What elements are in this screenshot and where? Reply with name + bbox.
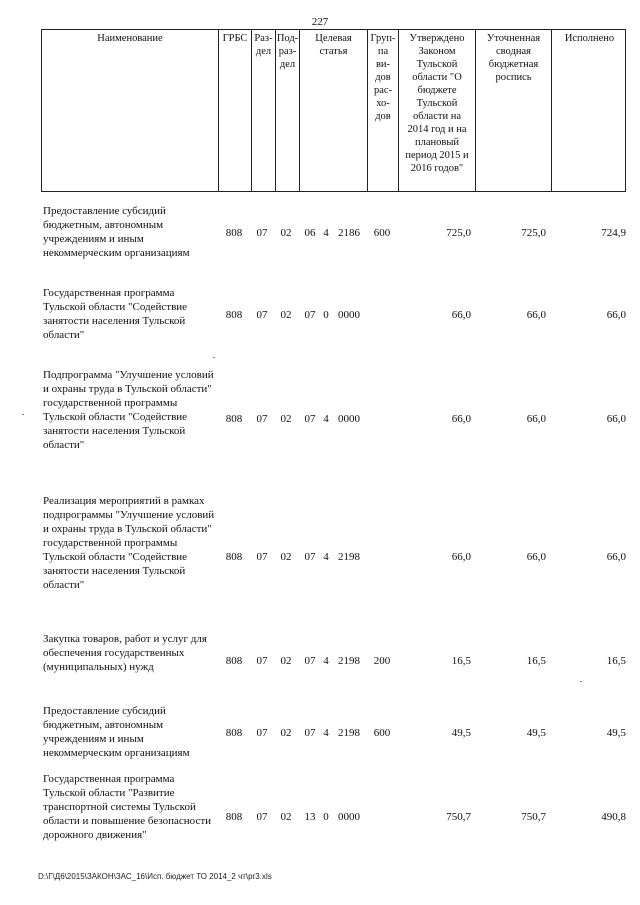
file-path-footer: D:\Г\Д6\2015\ЗАКОН\ЗАС_16\Исп. бюджет ТО 2014_2 чт\pr3.xls (38, 872, 272, 881)
header-ispolneno: Исполнено (551, 30, 627, 191)
row-utochnennaya: 725,0 (521, 227, 546, 239)
row-ispolneno: 490,8 (601, 811, 626, 823)
row-cs-subprogram: 4 (323, 227, 329, 239)
row-cs-direction: 0000 (338, 811, 360, 823)
row-podrazdel: 02 (280, 811, 292, 823)
row-grbs: 808 (225, 811, 243, 823)
row-name: Государственная программа Тульской области "Содействие занятости населения Тульской области" (43, 287, 188, 341)
row-utochnennaya: 750,7 (521, 811, 546, 823)
row-utverzhdeno: 66,0 (451, 551, 471, 563)
header-razdel: Раз- дел (251, 30, 275, 191)
row-grbs: 808 (225, 655, 243, 667)
scan-speck (580, 681, 582, 682)
row-grbs: 808 (225, 551, 243, 563)
row-ispolneno: 724,9 (601, 227, 626, 239)
row-cs-subprogram: 0 (323, 309, 329, 321)
row-podrazdel: 02 (280, 727, 292, 739)
row-podrazdel: 02 (280, 227, 292, 239)
row-cs-program: 07 (304, 655, 316, 667)
header-gruppa-vidov: Груп- па ви- дов рас- хо- дов (367, 30, 398, 191)
row-utochnennaya: 16,5 (526, 655, 546, 667)
header-celevaya-statya: Целевая статья (299, 30, 367, 191)
row-cs-program: 07 (304, 413, 316, 425)
row-podrazdel: 02 (280, 551, 292, 563)
row-cs-direction: 2198 (338, 551, 360, 563)
row-grbs: 808 (225, 727, 243, 739)
row-grbs: 808 (225, 413, 243, 425)
header-utverzhdeno: Утверждено Законом Тульской области "О бюджете Тульской области на 2014 год и на плановый период 2015 и 2016 годов" (398, 30, 475, 191)
table-header (41, 29, 626, 192)
row-utochnennaya: 66,0 (526, 309, 546, 321)
row-cs-subprogram: 4 (323, 727, 329, 739)
row-utverzhdeno: 66,0 (451, 413, 471, 425)
row-ispolneno: 49,5 (606, 727, 626, 739)
row-utverzhdeno: 66,0 (451, 309, 471, 321)
row-cs-subprogram: 4 (323, 551, 329, 563)
row-razdel: 07 (256, 227, 268, 239)
row-podrazdel: 02 (280, 309, 292, 321)
header-name: Наименование (97, 33, 163, 44)
row-grbs: 808 (225, 309, 243, 321)
row-podrazdel: 02 (280, 655, 292, 667)
row-cs-program: 07 (304, 309, 316, 321)
row-name: Подпрограмма "Улучшение условий и охраны труда в Тульской области" государственной программы Тульской области "Содействие занятости населения Тульской области" (43, 369, 214, 451)
row-utverzhdeno: 750,7 (446, 811, 471, 823)
scan-speck (213, 357, 215, 358)
row-ispolneno: 16,5 (606, 655, 626, 667)
row-cs-subprogram: 0 (323, 811, 329, 823)
row-ispolneno: 66,0 (606, 413, 626, 425)
row-name: Предоставление субсидий бюджетным, автономным учреждениям и иным некоммерческим организациям (43, 205, 190, 259)
row-razdel: 07 (256, 727, 268, 739)
row-razdel: 07 (256, 551, 268, 563)
row-utochnennaya: 66,0 (526, 413, 546, 425)
row-ispolneno: 66,0 (606, 551, 626, 563)
row-grbs: 808 (225, 227, 243, 239)
row-cs-direction: 2186 (338, 227, 360, 239)
row-cs-program: 06 (304, 227, 316, 239)
row-cs-subprogram: 4 (323, 655, 329, 667)
row-razdel: 07 (256, 811, 268, 823)
row-ispolneno: 66,0 (606, 309, 626, 321)
header-podrazdel: Под- раз- дел (275, 30, 299, 191)
page-number: 227 (311, 16, 329, 28)
row-name: Предоставление субсидий бюджетным, автономным учреждениям и иным некоммерческим организациям (43, 705, 190, 759)
row-name: Закупка товаров, работ и услуг для обеспечения государственных (муниципальных) нужд (43, 633, 207, 673)
row-cs-program: 07 (304, 727, 316, 739)
row-vid-rashodov: 600 (373, 727, 391, 739)
row-name: Государственная программа Тульской области "Развитие транспортной системы Тульской области и повышение безопасности дорожного движения" (43, 773, 212, 841)
row-vid-rashodov: 200 (373, 655, 391, 667)
row-cs-direction: 0000 (338, 413, 360, 425)
row-podrazdel: 02 (280, 413, 292, 425)
row-vid-rashodov: 600 (373, 227, 391, 239)
row-razdel: 07 (256, 309, 268, 321)
row-utverzhdeno: 725,0 (446, 227, 471, 239)
row-razdel: 07 (256, 655, 268, 667)
row-razdel: 07 (256, 413, 268, 425)
row-cs-direction: 0000 (338, 309, 360, 321)
header-utochnennaya: Уточненная сводная бюджетная роспись (475, 30, 551, 191)
row-utverzhdeno: 16,5 (451, 655, 471, 667)
row-cs-program: 07 (304, 551, 316, 563)
row-utochnennaya: 49,5 (526, 727, 546, 739)
row-cs-direction: 2198 (338, 655, 360, 667)
header-grbs: ГРБС (218, 30, 251, 191)
row-utochnennaya: 66,0 (526, 551, 546, 563)
row-cs-program: 13 (304, 811, 316, 823)
scan-speck (22, 414, 24, 415)
row-cs-subprogram: 4 (323, 413, 329, 425)
row-utverzhdeno: 49,5 (451, 727, 471, 739)
row-cs-direction: 2198 (338, 727, 360, 739)
row-name: Реализация мероприятий в рамках подпрограммы "Улучшение условий и охраны труда в Тульской области" государственной программы Тульской области "Содействие занятости населения Тульской области" (43, 495, 215, 591)
